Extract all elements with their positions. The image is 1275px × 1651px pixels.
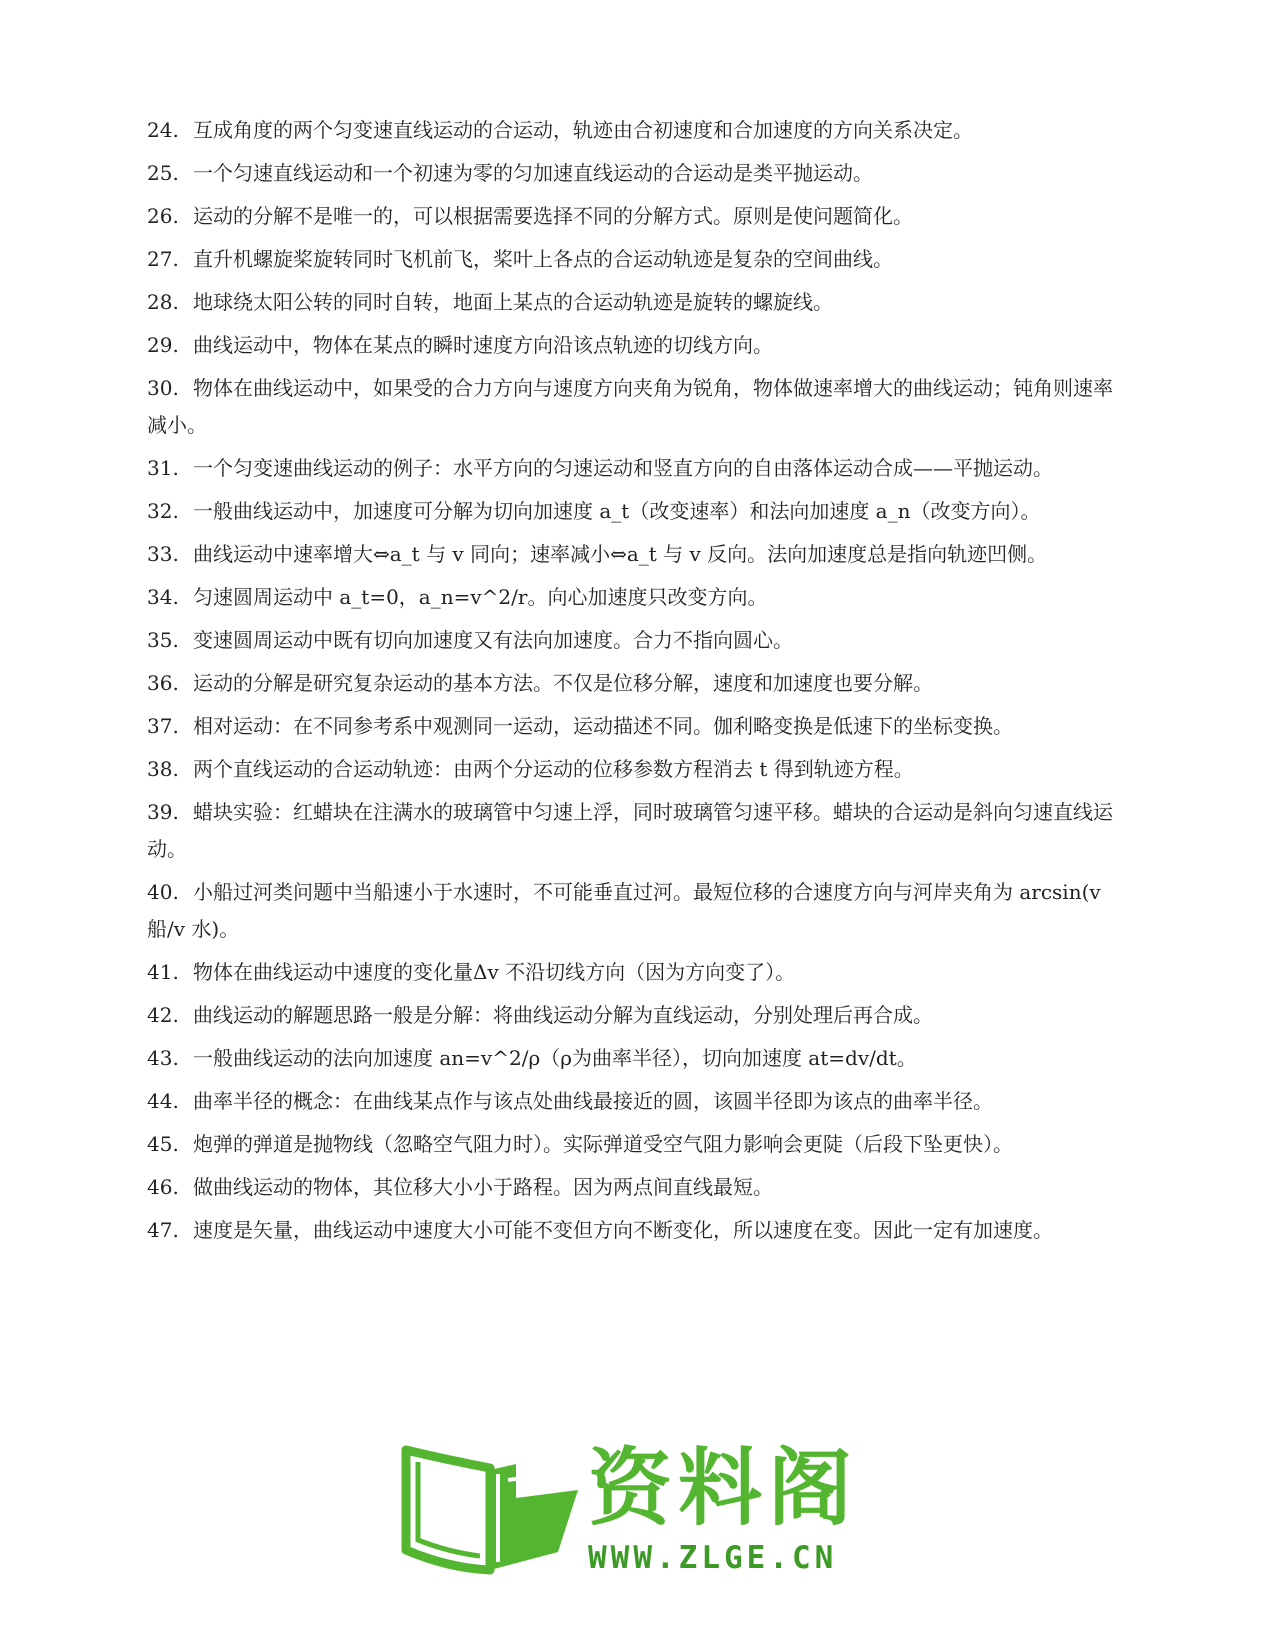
watermark-url: WWW.ZLGE.CN (588, 1540, 838, 1576)
item-number: 28. (147, 290, 179, 314)
item-text: 两个直线运动的合运动轨迹：由两个分运动的位移参数方程消去 t 得到轨迹方程。 (193, 757, 914, 781)
item-number: 33. (147, 542, 179, 566)
item-number: 38. (147, 757, 179, 781)
item-text: 互成角度的两个匀变速直线运动的合运动，轨迹由合初速度和合加速度的方向关系决定。 (193, 118, 973, 142)
item-number: 47. (147, 1218, 179, 1242)
item-text: 相对运动：在不同参考系中观测同一运动，运动描述不同。伽利略变换是低速下的坐标变换。 (193, 714, 1013, 738)
list-item (147, 241, 1119, 278)
list-item (147, 450, 1119, 487)
list-item (147, 622, 1119, 659)
list-item (147, 751, 1119, 788)
item-text: 运动的分解不是唯一的，可以根据需要选择不同的分解方式。原则是使问题简化。 (193, 204, 913, 228)
item-number: 46. (147, 1175, 179, 1199)
item-text: 蜡块实验：红蜡块在注满水的玻璃管中匀速上浮，同时玻璃管匀速平移。蜡块的合运动是斜向匀速直线运动。 (147, 800, 1113, 861)
item-text: 曲线运动中，物体在某点的瞬时速度方向沿该点轨迹的切线方向。 (193, 333, 773, 357)
item-number: 35. (147, 628, 179, 652)
list-item (147, 874, 1119, 948)
item-number: 31. (147, 456, 179, 480)
list-item (147, 327, 1119, 364)
list-item (147, 1040, 1119, 1077)
item-number: 41. (147, 960, 179, 984)
item-text: 地球绕太阳公转的同时自转，地面上某点的合运动轨迹是旋转的螺旋线。 (193, 290, 833, 314)
list-item (147, 579, 1119, 616)
list-item (147, 665, 1119, 702)
item-text: 曲线运动的解题思路一般是分解：将曲线运动分解为直线运动，分别处理后再合成。 (193, 1003, 933, 1027)
item-text: 曲率半径的概念：在曲线某点作与该点处曲线最接近的圆，该圆半径即为该点的曲率半径。 (193, 1089, 993, 1113)
list-item (147, 155, 1119, 192)
list-item (147, 997, 1119, 1034)
item-number: 43. (147, 1046, 179, 1070)
item-number: 34. (147, 585, 179, 609)
list-item (147, 536, 1119, 573)
list-item (147, 493, 1119, 530)
item-text: 炮弹的弹道是抛物线（忽略空气阻力时）。实际弹道受空气阻力影响会更陡（后段下坠更快）。 (193, 1132, 1013, 1156)
list-item (147, 1169, 1119, 1206)
document-body (147, 112, 1119, 1255)
list-item (147, 794, 1119, 868)
item-text: 直升机螺旋桨旋转同时飞机前飞，桨叶上各点的合运动轨迹是复杂的空间曲线。 (193, 247, 893, 271)
item-text: 速度是矢量，曲线运动中速度大小可能不变但方向不断变化，所以速度在变。因此一定有加速度。 (193, 1218, 1053, 1242)
item-text: 变速圆周运动中既有切向加速度又有法向加速度。合力不指向圆心。 (193, 628, 793, 652)
item-text: 匀速圆周运动中 a_t=0，a_n=v^2/r。向心加速度只改变方向。 (193, 585, 768, 609)
item-text: 一般曲线运动中，加速度可分解为切向加速度 a_t（改变速率）和法向加速度 a_n（改变方向）。 (193, 499, 1041, 523)
list-item (147, 1126, 1119, 1163)
list-item (147, 284, 1119, 321)
item-text: 运动的分解是研究复杂运动的基本方法。不仅是位移分解，速度和加速度也要分解。 (193, 671, 933, 695)
item-text: 一般曲线运动的法向加速度 an=v^2/ρ（ρ为曲率半径），切向加速度 at=dv/dt。 (193, 1046, 917, 1070)
item-text: 物体在曲线运动中速度的变化量Δv 不沿切线方向（因为方向变了）。 (193, 960, 796, 984)
item-text: 做曲线运动的物体，其位移大小小于路程。因为两点间直线最短。 (193, 1175, 773, 1199)
list-item (147, 1212, 1119, 1249)
watermark-brand: 资料阁 (588, 1439, 859, 1537)
item-number: 37. (147, 714, 179, 738)
item-number: 27. (147, 247, 179, 271)
item-number: 24. (147, 118, 179, 142)
item-number: 32. (147, 499, 179, 523)
item-number: 42. (147, 1003, 179, 1027)
list-item (147, 708, 1119, 745)
item-number: 29. (147, 333, 179, 357)
item-text: 一个匀速直线运动和一个初速为零的匀加速直线运动的合运动是类平抛运动。 (193, 161, 873, 185)
item-text: 物体在曲线运动中，如果受的合力方向与速度方向夹角为锐角，物体做速率增大的曲线运动；钝角则速率减小。 (147, 376, 1113, 437)
item-number: 36. (147, 671, 179, 695)
item-text: 曲线运动中速率增大⇔a_t 与 v 同向；速率减小⇔a_t 与 v 反向。法向加速度总是指向轨迹凹侧。 (193, 542, 1048, 566)
watermark (398, 1440, 858, 1580)
list-item (147, 112, 1119, 149)
item-number: 40. (147, 880, 179, 904)
list-item (147, 198, 1119, 235)
item-number: 30. (147, 376, 179, 400)
item-number: 26. (147, 204, 179, 228)
item-text: 一个匀变速曲线运动的例子：水平方向的匀速运动和竖直方向的自由落体运动合成——平抛运动。 (193, 456, 1053, 480)
list-item (147, 1083, 1119, 1120)
open-book-folder-icon (398, 1440, 588, 1575)
item-number: 39. (147, 800, 179, 824)
list-item (147, 954, 1119, 991)
item-number: 25. (147, 161, 179, 185)
list-item (147, 370, 1119, 444)
item-text: 小船过河类问题中当船速小于水速时，不可能垂直过河。最短位移的合速度方向与河岸夹角为 arcsin(v 船/v 水)。 (147, 880, 1101, 941)
item-number: 44. (147, 1089, 179, 1113)
item-number: 45. (147, 1132, 179, 1156)
